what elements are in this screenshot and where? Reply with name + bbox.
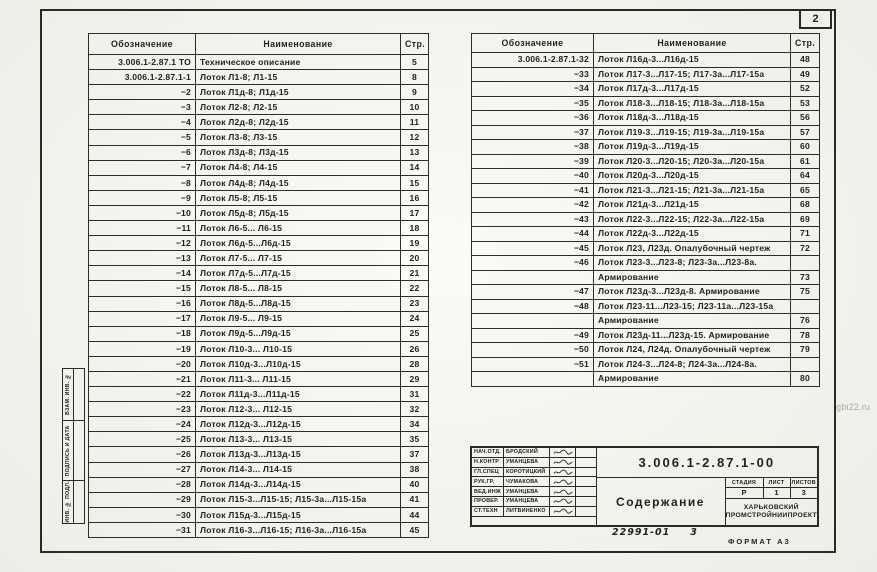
cell-name: Армирование bbox=[594, 314, 791, 329]
cell-designation: −13 bbox=[89, 251, 196, 266]
cell-page: 80 bbox=[791, 372, 820, 387]
table-row bbox=[472, 299, 820, 314]
cell-page: 73 bbox=[791, 270, 820, 285]
cell-page: 16 bbox=[401, 190, 429, 205]
sheets-value: 3 bbox=[801, 488, 806, 497]
table-row bbox=[89, 115, 429, 130]
table-row bbox=[472, 154, 820, 169]
cell-designation: −38 bbox=[472, 140, 594, 155]
signature-mark bbox=[550, 468, 576, 477]
cell-name: Лоток Л20д-3...Л20д-15 bbox=[594, 169, 791, 184]
cell-designation: −33 bbox=[472, 67, 594, 82]
table-row bbox=[472, 125, 820, 140]
cell-page: 38 bbox=[401, 462, 429, 477]
signature-mark bbox=[550, 448, 576, 457]
cell-name: Лоток Л11д-3...Л11д-15 bbox=[196, 387, 401, 402]
cell-page: 52 bbox=[791, 82, 820, 97]
cell-designation: −44 bbox=[472, 227, 594, 242]
cell-name: Лоток Л5д-8; Л5д-15 bbox=[196, 205, 401, 220]
sheet-header: ЛИСТ bbox=[764, 478, 791, 487]
table-row bbox=[89, 447, 429, 462]
cell-designation: −35 bbox=[472, 96, 594, 111]
cell-page: 64 bbox=[791, 169, 820, 184]
cell-designation: −16 bbox=[89, 296, 196, 311]
titleblock-staff-row bbox=[472, 477, 596, 487]
titleblock-staff bbox=[472, 448, 597, 525]
cell-name: Армирование bbox=[594, 270, 791, 285]
table-row bbox=[89, 145, 429, 160]
cell-name: Лоток Л19д-3...Л19д-15 bbox=[594, 140, 791, 155]
format-label: ФОРМАТ А3 bbox=[728, 537, 791, 546]
margin-stamp-blank bbox=[74, 481, 84, 523]
cell-designation: −10 bbox=[89, 205, 196, 220]
margin-stamp-label: ВЗАМ. ИНВ. № bbox=[63, 369, 74, 420]
cell-page: 76 bbox=[791, 314, 820, 329]
cell-page: 5 bbox=[401, 55, 429, 70]
cell-designation: −7 bbox=[89, 160, 196, 175]
cell-designation: −6 bbox=[89, 145, 196, 160]
table-row bbox=[89, 522, 429, 537]
table-row bbox=[89, 387, 429, 402]
cell-page: 61 bbox=[791, 154, 820, 169]
cell-designation: −18 bbox=[89, 326, 196, 341]
sheet-value: 1 bbox=[764, 488, 791, 498]
staff-date-blank bbox=[576, 448, 596, 457]
staff-name: БРОДСКИЙ bbox=[504, 448, 550, 457]
cell-name: Лоток Л7д-5...Л7д-15 bbox=[196, 266, 401, 281]
cell-name: Лоток Л18д-3...Л18д-15 bbox=[594, 111, 791, 126]
signature-mark bbox=[550, 507, 576, 516]
signature-mark bbox=[550, 497, 576, 506]
margin-stamp-label: ИНВ. № ПОДЛ. bbox=[63, 481, 74, 523]
table-row bbox=[472, 111, 820, 126]
cell-name: Лоток Л1-8; Л1-15 bbox=[196, 70, 401, 85]
cell-designation: −14 bbox=[89, 266, 196, 281]
margin-stamp-blank bbox=[74, 421, 84, 480]
cell-name: Лоток Л18-3...Л18-15; Л18-3а...Л18-15а bbox=[594, 96, 791, 111]
cell-designation: −29 bbox=[89, 492, 196, 507]
stage-value: Р bbox=[726, 488, 764, 498]
cell-designation: −50 bbox=[472, 343, 594, 358]
table-row bbox=[472, 241, 820, 256]
table-row bbox=[89, 402, 429, 417]
table-row bbox=[89, 130, 429, 145]
table-header-row bbox=[472, 34, 820, 53]
table-row bbox=[89, 236, 429, 251]
cell-name: Лоток Л12-3... Л12-15 bbox=[196, 402, 401, 417]
margin-stamp-label: ПОДПИСЬ И ДАТА bbox=[63, 421, 74, 480]
cell-name: Лоток Л17-3...Л17-15; Л17-3а...Л17-15а bbox=[594, 67, 791, 82]
cell-name: Лоток Л22д-3...Л22д-15 bbox=[594, 227, 791, 242]
signature-mark bbox=[550, 458, 576, 467]
table-row bbox=[472, 256, 820, 271]
sheet-ref: 3 bbox=[690, 527, 698, 538]
cell-page: 8 bbox=[401, 70, 429, 85]
staff-role: Н.КОНТР bbox=[472, 458, 504, 467]
table-row bbox=[89, 70, 429, 85]
cell-page: 11 bbox=[401, 115, 429, 130]
table-row bbox=[472, 198, 820, 213]
cell-page: 48 bbox=[791, 53, 820, 68]
staff-date-blank bbox=[576, 497, 596, 506]
cell-designation: −11 bbox=[89, 221, 196, 236]
cell-name: Лоток Л13-3... Л13-15 bbox=[196, 432, 401, 447]
table-row bbox=[89, 462, 429, 477]
table-row bbox=[472, 140, 820, 155]
table-row bbox=[89, 296, 429, 311]
cell-designation: −45 bbox=[472, 241, 594, 256]
cell-designation: −36 bbox=[472, 111, 594, 126]
cell-name: Лоток Л23д-3...Л23д-8. Армирование bbox=[594, 285, 791, 300]
table-row bbox=[89, 175, 429, 190]
cell-designation: −40 bbox=[472, 169, 594, 184]
cell-page: 56 bbox=[791, 111, 820, 126]
cell-designation: −23 bbox=[89, 402, 196, 417]
cell-designation: −15 bbox=[89, 281, 196, 296]
margin-stamp-cell bbox=[63, 369, 84, 421]
table-row bbox=[472, 328, 820, 343]
table-header-row bbox=[89, 34, 429, 55]
cell-name: Лоток Л14д-3...Л14д-15 bbox=[196, 477, 401, 492]
cell-page: 60 bbox=[791, 140, 820, 155]
cell-designation: −17 bbox=[89, 311, 196, 326]
table-row bbox=[89, 266, 429, 281]
staff-name: ЧУМАКОВА bbox=[504, 477, 550, 486]
cell-name: Лоток Л22-3...Л22-15; Л22-3а...Л22-15а bbox=[594, 212, 791, 227]
cell-page: 10 bbox=[401, 100, 429, 115]
cell-name: Лоток Л23д-11...Л23д-15. Армирование bbox=[594, 328, 791, 343]
cell-designation: −28 bbox=[89, 477, 196, 492]
inventory-number: 22991-01 3 bbox=[612, 527, 698, 538]
cell-designation bbox=[472, 314, 594, 329]
cell-page: 49 bbox=[791, 67, 820, 82]
cell-name: Лоток Л6д-5...Л6д-15 bbox=[196, 236, 401, 251]
signature-mark bbox=[550, 477, 576, 486]
cell-page: 12 bbox=[401, 130, 429, 145]
table-row bbox=[472, 343, 820, 358]
cell-name: Лоток Л7-5... Л7-15 bbox=[196, 251, 401, 266]
sheets-header: ЛИСТОВ bbox=[791, 479, 816, 486]
cell-page: 31 bbox=[401, 387, 429, 402]
cell-designation: −31 bbox=[89, 522, 196, 537]
signature-mark bbox=[550, 487, 576, 496]
cell-designation: −5 bbox=[89, 130, 196, 145]
cell-name: Лоток Л5-8; Л5-15 bbox=[196, 190, 401, 205]
cell-page: 19 bbox=[401, 236, 429, 251]
table-row bbox=[89, 55, 429, 70]
cell-page: 79 bbox=[791, 343, 820, 358]
cell-page: 20 bbox=[401, 251, 429, 266]
table-row bbox=[89, 311, 429, 326]
staff-role: ПРОВЕР. bbox=[472, 497, 504, 506]
cell-designation: −34 bbox=[472, 82, 594, 97]
cell-name: Лоток Л16д-3...Л16д-15 bbox=[594, 53, 791, 68]
table-row bbox=[89, 85, 429, 100]
col-header-designation: Обозначение bbox=[472, 34, 594, 53]
cell-designation: −3 bbox=[89, 100, 196, 115]
cell-page: 26 bbox=[401, 341, 429, 356]
table-row bbox=[472, 270, 820, 285]
watermark-text: gbi22.ru bbox=[836, 402, 871, 412]
cell-page: 32 bbox=[401, 402, 429, 417]
table-row bbox=[89, 100, 429, 115]
table-row bbox=[89, 160, 429, 175]
staff-date-blank bbox=[576, 507, 596, 516]
titleblock-meta bbox=[726, 478, 817, 525]
cell-page: 17 bbox=[401, 205, 429, 220]
cell-designation: −21 bbox=[89, 371, 196, 386]
cell-page: 14 bbox=[401, 160, 429, 175]
cell-page: 29 bbox=[401, 371, 429, 386]
table-row bbox=[472, 227, 820, 242]
cell-name: Лоток Л4д-8; Л4д-15 bbox=[196, 175, 401, 190]
cell-page: 22 bbox=[401, 281, 429, 296]
titleblock-staff-row bbox=[472, 487, 596, 497]
titleblock-staff-row bbox=[472, 458, 596, 468]
cell-designation: −24 bbox=[89, 417, 196, 432]
cell-page: 75 bbox=[791, 285, 820, 300]
table-row bbox=[89, 492, 429, 507]
cell-name: Армирование bbox=[594, 372, 791, 387]
cell-designation: −4 bbox=[89, 115, 196, 130]
cell-name: Лоток Л16-3...Л16-15; Л16-3а...Л16-15а bbox=[196, 522, 401, 537]
table-row bbox=[89, 432, 429, 447]
cell-designation: −30 bbox=[89, 507, 196, 522]
title-block bbox=[470, 446, 819, 527]
cell-name: Лоток Л2д-8; Л2д-15 bbox=[196, 115, 401, 130]
table-row bbox=[89, 205, 429, 220]
cell-name: Лоток Л14-3... Л14-15 bbox=[196, 462, 401, 477]
margin-stamp-blank bbox=[74, 369, 84, 420]
table-row bbox=[89, 341, 429, 356]
cell-name: Лоток Л12д-3...Л12д-15 bbox=[196, 417, 401, 432]
cell-designation: −27 bbox=[89, 462, 196, 477]
col-header-designation: Обозначение bbox=[89, 34, 196, 55]
cell-page: 44 bbox=[401, 507, 429, 522]
cell-page bbox=[791, 256, 820, 271]
cell-name: Лоток Л3-8; Л3-15 bbox=[196, 130, 401, 145]
cell-designation: −20 bbox=[89, 356, 196, 371]
cell-designation: −19 bbox=[89, 341, 196, 356]
cell-designation: 3.006.1-2.87.1-1 bbox=[89, 70, 196, 85]
cell-name: Лоток Л8д-5...Л8д-15 bbox=[196, 296, 401, 311]
cell-name: Лоток Л8-5... Л8-15 bbox=[196, 281, 401, 296]
table-row bbox=[89, 190, 429, 205]
table-row bbox=[89, 251, 429, 266]
cell-designation: −43 bbox=[472, 212, 594, 227]
cell-page: 13 bbox=[401, 145, 429, 160]
table-row bbox=[89, 221, 429, 236]
titleblock-staff-row bbox=[472, 507, 596, 517]
cell-name: Лоток Л17д-3...Л17д-15 bbox=[594, 82, 791, 97]
cell-page: 41 bbox=[401, 492, 429, 507]
table-row bbox=[472, 53, 820, 68]
cell-page: 57 bbox=[791, 125, 820, 140]
cell-name: Лоток Л21д-3...Л21д-15 bbox=[594, 198, 791, 213]
col-header-page: Стр. bbox=[401, 34, 429, 55]
table-row bbox=[472, 96, 820, 111]
table-row bbox=[89, 477, 429, 492]
table-row bbox=[89, 356, 429, 371]
table-row bbox=[472, 82, 820, 97]
cell-designation: −46 bbox=[472, 256, 594, 271]
table-row bbox=[89, 507, 429, 522]
page-number-box bbox=[799, 9, 832, 29]
cell-designation: −49 bbox=[472, 328, 594, 343]
staff-date-blank bbox=[576, 477, 596, 486]
cell-page: 15 bbox=[401, 175, 429, 190]
cell-name: Лоток Л11-3... Л11-15 bbox=[196, 371, 401, 386]
cell-designation bbox=[472, 372, 594, 387]
cell-designation bbox=[472, 270, 594, 285]
titleblock-staff-row bbox=[472, 497, 596, 507]
left-margin-stamps bbox=[62, 368, 85, 524]
cell-designation: −22 bbox=[89, 387, 196, 402]
cell-name: Лоток Л2-8; Л2-15 bbox=[196, 100, 401, 115]
cell-page: 28 bbox=[401, 356, 429, 371]
cell-name: Лоток Л23-3...Л23-8; Л23-3а...Л23-8а. bbox=[594, 256, 791, 271]
cell-designation: −47 bbox=[472, 285, 594, 300]
staff-name: УМАНЦЕВА bbox=[504, 487, 550, 496]
cell-page: 35 bbox=[401, 432, 429, 447]
cell-page: 71 bbox=[791, 227, 820, 242]
cell-name: Лоток Л21-3...Л21-15; Л21-3а...Л21-15а bbox=[594, 183, 791, 198]
cell-name: Лоток Л24, Л24д. Опалубочный чертеж bbox=[594, 343, 791, 358]
staff-role: НАЧ.ОТД. bbox=[472, 448, 504, 457]
cell-designation: −48 bbox=[472, 299, 594, 314]
cell-page: 23 bbox=[401, 296, 429, 311]
cell-designation: −41 bbox=[472, 183, 594, 198]
cell-page: 9 bbox=[401, 85, 429, 100]
staff-name: УМАНЦЕВА bbox=[504, 497, 550, 506]
staff-role: СТ.ТЕХН bbox=[472, 507, 504, 516]
cell-designation: 3.006.1-2.87.1-32 bbox=[472, 53, 594, 68]
table-row bbox=[472, 285, 820, 300]
cell-name: Лоток Л15-3...Л15-15; Л15-3а...Л15-15а bbox=[196, 492, 401, 507]
cell-designation: −9 bbox=[89, 190, 196, 205]
table-row bbox=[472, 67, 820, 82]
cell-name: Лоток Л9-5... Л9-15 bbox=[196, 311, 401, 326]
sheet-title: Содержание bbox=[597, 478, 726, 525]
cell-name: Лоток Л1д-8; Л1д-15 bbox=[196, 85, 401, 100]
cell-page: 68 bbox=[791, 198, 820, 213]
table-row bbox=[89, 417, 429, 432]
cell-designation: −51 bbox=[472, 357, 594, 372]
cell-page: 37 bbox=[401, 447, 429, 462]
table-row bbox=[89, 371, 429, 386]
cell-name: Лоток Л23, Л23д. Опалубочный чертеж bbox=[594, 241, 791, 256]
staff-name: ЛИТВИНЕНКО bbox=[504, 507, 550, 516]
cell-page: 34 bbox=[401, 417, 429, 432]
col-header-name: Наименование bbox=[196, 34, 401, 55]
table-row bbox=[472, 357, 820, 372]
margin-stamp-cell bbox=[63, 421, 84, 481]
staff-role: ГЛ.СПЕЦ bbox=[472, 468, 504, 477]
cell-designation: −39 bbox=[472, 154, 594, 169]
cell-name: Лоток Л19-3...Л19-15; Л19-3а...Л19-15а bbox=[594, 125, 791, 140]
cell-designation: 3.006.1-2.87.1 ТО bbox=[89, 55, 196, 70]
staff-name: УМАНЦЕВА bbox=[504, 458, 550, 467]
table-row bbox=[89, 326, 429, 341]
contents-table-right bbox=[471, 33, 820, 387]
cell-name: Лоток Л10-3... Л10-15 bbox=[196, 341, 401, 356]
titleblock-staff-row bbox=[472, 448, 596, 458]
staff-date-blank bbox=[576, 458, 596, 467]
col-header-name: Наименование bbox=[594, 34, 791, 53]
staff-name: КОРОТИЦКИЙ bbox=[504, 468, 550, 477]
cell-name: Техническое описание bbox=[196, 55, 401, 70]
page-number: 2 bbox=[812, 13, 819, 25]
cell-page: 69 bbox=[791, 212, 820, 227]
cell-page: 40 bbox=[401, 477, 429, 492]
cell-designation: −12 bbox=[89, 236, 196, 251]
table-row bbox=[472, 314, 820, 329]
cell-page bbox=[791, 357, 820, 372]
cell-designation: −2 bbox=[89, 85, 196, 100]
cell-designation: −37 bbox=[472, 125, 594, 140]
cell-page: 25 bbox=[401, 326, 429, 341]
cell-page: 78 bbox=[791, 328, 820, 343]
cell-name: Лоток Л23-11...Л23-15; Л23-11а...Л23-15а bbox=[594, 299, 791, 314]
stage-header: СТАДИЯ bbox=[726, 478, 764, 487]
staff-date-blank bbox=[576, 487, 596, 496]
cell-name: Лоток Л6-5... Л6-15 bbox=[196, 221, 401, 236]
table-row bbox=[472, 372, 820, 387]
table-row bbox=[472, 212, 820, 227]
contents-table-left bbox=[88, 33, 429, 538]
margin-stamp-cell bbox=[63, 481, 84, 523]
cell-name: Лоток Л15д-3...Л15д-15 bbox=[196, 507, 401, 522]
cell-page: 45 bbox=[401, 522, 429, 537]
organization-name: ХАРЬКОВСКИЙ ПРОМСТРОЙНИИПРОЕКТ bbox=[725, 503, 817, 519]
cell-designation: −26 bbox=[89, 447, 196, 462]
cell-page: 24 bbox=[401, 311, 429, 326]
staff-date-blank bbox=[576, 468, 596, 477]
cell-name: Лоток Л9д-5...Л9д-15 bbox=[196, 326, 401, 341]
cell-page: 65 bbox=[791, 183, 820, 198]
staff-role: РУК.ГР. bbox=[472, 477, 504, 486]
cell-page: 53 bbox=[791, 96, 820, 111]
cell-page: 72 bbox=[791, 241, 820, 256]
col-header-page: Стр. bbox=[791, 34, 820, 53]
cell-name: Лоток Л24-3...Л24-8; Л24-3а...Л24-8а. bbox=[594, 357, 791, 372]
cell-designation: −25 bbox=[89, 432, 196, 447]
cell-designation: −42 bbox=[472, 198, 594, 213]
cell-page bbox=[791, 299, 820, 314]
table-row bbox=[472, 169, 820, 184]
cell-name: Лоток Л20-3...Л20-15; Л20-3а...Л20-15а bbox=[594, 154, 791, 169]
titleblock-right bbox=[597, 448, 817, 525]
cell-name: Лоток Л3д-8; Л3д-15 bbox=[196, 145, 401, 160]
cell-designation: −8 bbox=[89, 175, 196, 190]
cell-name: Лоток Л10д-3...Л10д-15 bbox=[196, 356, 401, 371]
cell-name: Лоток Л13д-3...Л13д-15 bbox=[196, 447, 401, 462]
document-code: 3.006.1-2.87.1-00 bbox=[597, 448, 817, 478]
cell-page: 18 bbox=[401, 221, 429, 236]
table-row bbox=[472, 183, 820, 198]
cell-page: 21 bbox=[401, 266, 429, 281]
staff-role: ВЕД.ИНЖ bbox=[472, 487, 504, 496]
titleblock-staff-row bbox=[472, 468, 596, 478]
cell-name: Лоток Л4-8; Л4-15 bbox=[196, 160, 401, 175]
table-row bbox=[89, 281, 429, 296]
